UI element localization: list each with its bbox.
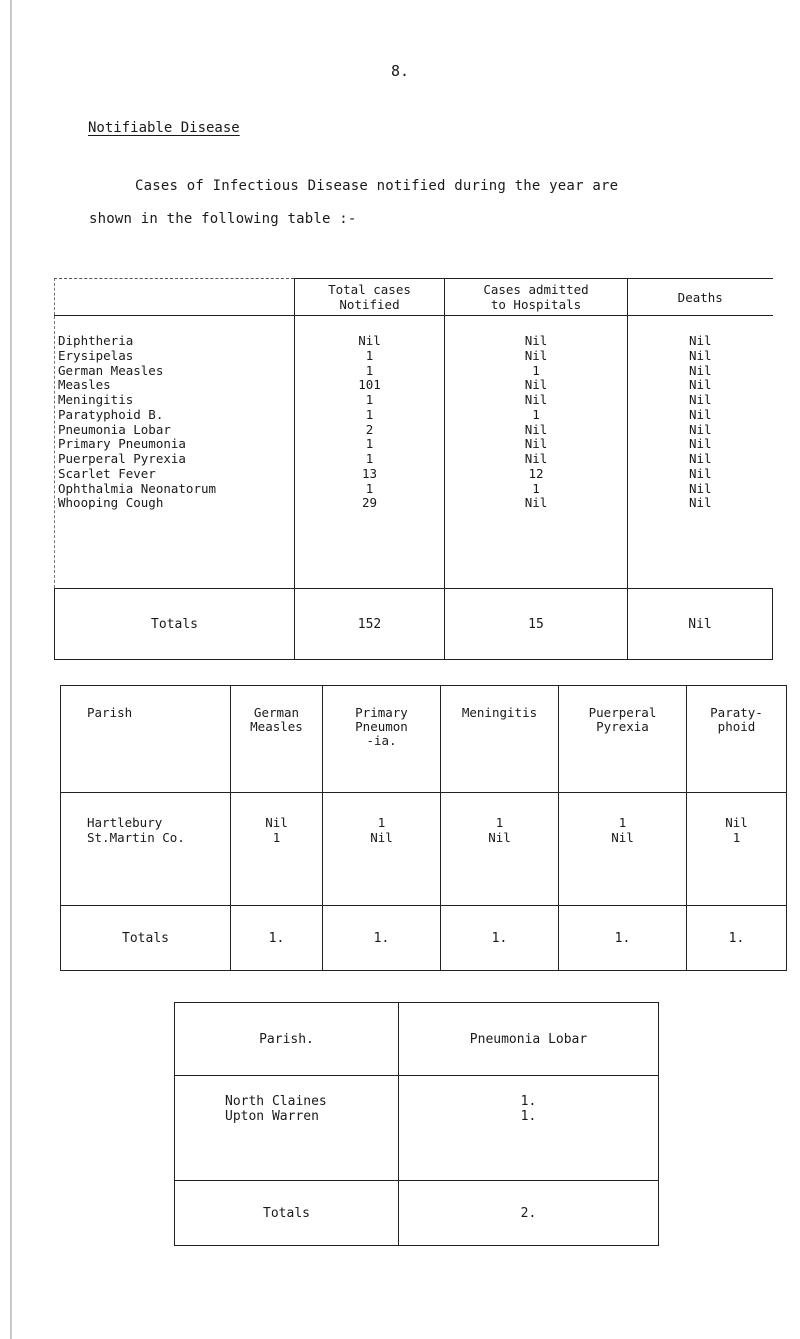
notified-column — [295, 316, 445, 589]
disease-column — [55, 316, 295, 589]
notified-value: 1 — [365, 362, 374, 378]
notified-value: Nil — [358, 333, 381, 348]
cell-value: 1. — [520, 1109, 537, 1124]
cell-value: Nil — [611, 830, 634, 845]
notified-value: 13 — [361, 465, 378, 481]
cell-value: 1 — [495, 815, 504, 830]
totals-hospital: 15 — [445, 589, 628, 660]
parish-breakdown-table — [60, 685, 787, 971]
header-blank — [55, 279, 295, 316]
hospital-value: Nil — [524, 333, 548, 348]
header-primary-pneumonia: Primary Pneumon -ia. — [323, 686, 441, 793]
totals-label: Totals — [175, 1181, 399, 1246]
notified-value: 29 — [361, 495, 378, 511]
hospital-value: Nil — [524, 392, 548, 407]
disease-name: Primary Pneumonia — [58, 436, 186, 452]
hospital-value: Nil — [524, 436, 548, 452]
cell-value: Nil — [370, 830, 393, 845]
totals-puerperal-pyrexia: 1. — [559, 906, 687, 971]
hospital-value: 1 — [532, 406, 540, 422]
deaths-value: Nil — [688, 421, 712, 437]
paratyphoid-column — [687, 793, 787, 906]
disease-name: Pneumonia Lobar — [58, 421, 171, 437]
deaths-value: Nil — [688, 347, 712, 363]
hospital-column — [445, 316, 628, 589]
totals-primary-pneumonia: 1. — [323, 906, 441, 971]
deaths-value: Nil — [688, 495, 712, 511]
totals-deaths: Nil — [628, 589, 773, 660]
deaths-value: Nil — [688, 436, 712, 452]
cell-value: Nil — [265, 815, 288, 830]
cell-value: Nil — [725, 815, 748, 830]
notified-value: 1 — [365, 406, 374, 422]
intro-paragraph — [89, 170, 619, 236]
cell-value: 1 — [732, 830, 741, 845]
notified-value: 1 — [365, 347, 374, 363]
disease-name: Measles — [58, 377, 111, 393]
totals-paratyphoid: 1. — [687, 906, 787, 971]
intro-line-2: shown in the following table :- — [89, 211, 357, 227]
header-parish: Parish — [61, 686, 231, 793]
meningitis-column — [441, 793, 559, 906]
parish-column — [175, 1076, 399, 1181]
header-admitted-hospital: Cases admitted to Hospitals — [445, 279, 628, 316]
header-pneumonia-lobar: Pneumonia Lobar — [399, 1003, 659, 1076]
totals-notified: 152 — [295, 589, 445, 660]
header-paratyphoid: Paraty- phoid — [687, 686, 787, 793]
page-number: 8. — [390, 62, 410, 80]
header-parish: Parish. — [175, 1003, 399, 1076]
cell-value: 1. — [520, 1094, 537, 1109]
german-measles-column — [231, 793, 323, 906]
disease-notification-table — [54, 278, 773, 660]
notified-value: 101 — [358, 377, 381, 393]
cell-value: 1 — [618, 815, 627, 830]
page-edge-line — [10, 0, 12, 1339]
deaths-value: Nil — [688, 465, 712, 481]
deaths-column — [628, 316, 773, 589]
hospital-value: Nil — [524, 495, 548, 511]
hospital-value: Nil — [524, 451, 548, 466]
header-total-notified: Total cases Notified — [295, 279, 445, 316]
hospital-value: 1 — [532, 480, 540, 496]
parish-name: Hartlebury — [87, 815, 163, 830]
pneumonia-parish-table — [174, 1002, 659, 1246]
notified-value: 1 — [365, 436, 374, 452]
cell-value: 1 — [377, 815, 386, 830]
parish-name: North Claines — [225, 1094, 327, 1109]
notified-value: 2 — [365, 421, 374, 437]
disease-name: Paratyphoid B. — [58, 406, 164, 422]
primary-pneumonia-column — [323, 793, 441, 906]
disease-name: Meningitis — [58, 392, 134, 407]
parish-column — [61, 793, 231, 906]
totals-german-measles: 1. — [231, 906, 323, 971]
disease-name: Scarlet Fever — [58, 465, 156, 481]
header-german-measles: German Measles — [231, 686, 323, 793]
parish-name: St.Martin Co. — [87, 830, 185, 845]
totals-label: Totals — [55, 589, 295, 660]
deaths-value: Nil — [688, 377, 712, 393]
notified-value: 1 — [365, 480, 374, 496]
disease-name: German Measles — [58, 362, 164, 378]
intro-line-1: Cases of Infectious Disease notified during the year are — [135, 178, 619, 194]
disease-name: Puerperal Pyrexia — [58, 451, 186, 466]
puerperal-pyrexia-column — [559, 793, 687, 906]
section-heading: Notifiable Disease — [88, 120, 240, 136]
notified-value: 1 — [365, 392, 374, 407]
hospital-value: 1 — [532, 362, 540, 378]
totals-label: Totals — [61, 906, 231, 971]
disease-name: Diphtheria — [58, 333, 134, 348]
notified-value: 1 — [365, 451, 374, 466]
header-meningitis: Meningitis — [441, 686, 559, 793]
deaths-value: Nil — [688, 333, 712, 348]
cell-value: 1 — [272, 830, 281, 845]
hospital-value: Nil — [524, 347, 548, 363]
disease-name: Erysipelas — [58, 347, 134, 363]
deaths-value: Nil — [688, 451, 712, 466]
deaths-value: Nil — [688, 362, 712, 378]
parish-name: Upton Warren — [225, 1109, 319, 1124]
totals-meningitis: 1. — [441, 906, 559, 971]
hospital-value: Nil — [524, 377, 548, 393]
hospital-value: Nil — [524, 421, 548, 437]
totals-pneumonia-lobar: 2. — [399, 1181, 659, 1246]
disease-name: Whooping Cough — [58, 495, 164, 511]
hospital-value: 12 — [528, 465, 544, 481]
deaths-value: Nil — [688, 392, 712, 407]
cell-value: Nil — [488, 830, 511, 845]
header-deaths: Deaths — [628, 279, 773, 316]
deaths-value: Nil — [688, 406, 712, 422]
pneumonia-lobar-column — [399, 1076, 659, 1181]
header-puerperal-pyrexia: Puerperal Pyrexia — [559, 686, 687, 793]
deaths-value: Nil — [688, 480, 712, 496]
disease-name: Ophthalmia Neonatorum — [58, 480, 217, 496]
